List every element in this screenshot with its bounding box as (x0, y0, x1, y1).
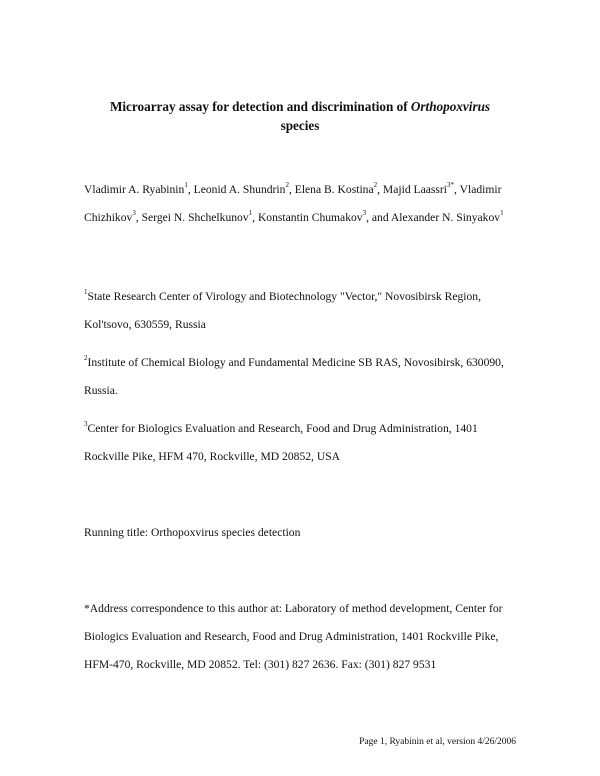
affiliation-1 (84, 290, 481, 303)
affiliation-2 (84, 356, 504, 369)
separator: , (135, 211, 142, 224)
author-name: Alexander N. Sinyakov (390, 211, 501, 224)
author-name: Vladimir (459, 183, 502, 196)
affiliation-text: Rockville Pike, HFM 470, Rockville, MD 20852, USA (84, 450, 341, 463)
author-affil-sup: 2 (285, 181, 289, 189)
affiliation-text: Kol'tsovo, 630559, Russia (84, 318, 206, 331)
affiliation-sup: 3 (84, 420, 88, 428)
affiliation-3-cont (84, 450, 340, 463)
author-affil-sup: 3 (362, 209, 367, 217)
title-prefix: Microarray assay for detection and discrimination of (109, 99, 411, 114)
author-name: Chizhikov (84, 211, 133, 224)
affiliation-2-cont (84, 384, 118, 397)
separator: , (288, 183, 295, 196)
separator: , and (366, 211, 391, 224)
author-affil-sup: 1 (184, 181, 188, 189)
affiliation-sup: 1 (84, 288, 88, 296)
author-affil-sup: 1 (500, 209, 504, 217)
affiliation-3 (84, 422, 478, 435)
paper-title (80, 97, 520, 135)
author-affil-sup: 1 (248, 209, 253, 217)
author-name: Sergei N. Shchelkunov (141, 211, 249, 224)
affiliation-text: State Research Center of Virology and Biotechnology "Vector," Novosibirsk Region, (87, 290, 482, 303)
separator: , (187, 183, 194, 196)
affiliation-text: Center for Biologics Evaluation and Research, Food and Drug Administration, 1401 (87, 422, 478, 435)
author-name: Majid Laassri (382, 183, 447, 196)
running-title: Running title: Orthopoxvirus species detection (84, 526, 301, 539)
author-line-1 (84, 183, 501, 196)
separator: , (252, 211, 258, 224)
affiliation-1-cont (84, 318, 206, 331)
author-name: Elena B. Kostina (294, 183, 374, 196)
author-name: Konstantin Chumakov (257, 211, 363, 224)
correspondence-line-3: HFM-470, Rockville, MD 20852. Tel: (301) 827 2636. Fax: (301) 827 9531 (84, 658, 437, 671)
affiliation-text: Institute of Chemical Biology and Fundamental Medicine SB RAS, Novosibirsk, 630090, (87, 356, 504, 369)
correspondence-line-2: Biologics Evaluation and Research, Food and Drug Administration, 1401 Rockville Pike, (84, 630, 499, 643)
author-name: Vladimir A. Ryabinin (84, 183, 185, 196)
author-name: Leonid A. Shundrin (193, 183, 286, 196)
correspondence-line-1: *Address correspondence to this author at: Laboratory of method development, Center for (84, 602, 503, 615)
author-affil-sup: 3* (447, 181, 454, 189)
page-footer: Page 1, Ryabinin et al, version 4/26/2006 (359, 737, 516, 747)
title-line2: species (280, 118, 320, 133)
author-affil-sup: 2 (373, 181, 378, 189)
affiliation-text: Russia. (84, 384, 118, 397)
separator: , (454, 183, 460, 196)
author-affil-sup: 3 (132, 209, 136, 217)
separator: , (377, 183, 383, 196)
title-italic-genus: Orthopoxvirus (410, 99, 491, 114)
affiliation-sup: 2 (84, 354, 88, 362)
author-line-2 (84, 211, 504, 224)
